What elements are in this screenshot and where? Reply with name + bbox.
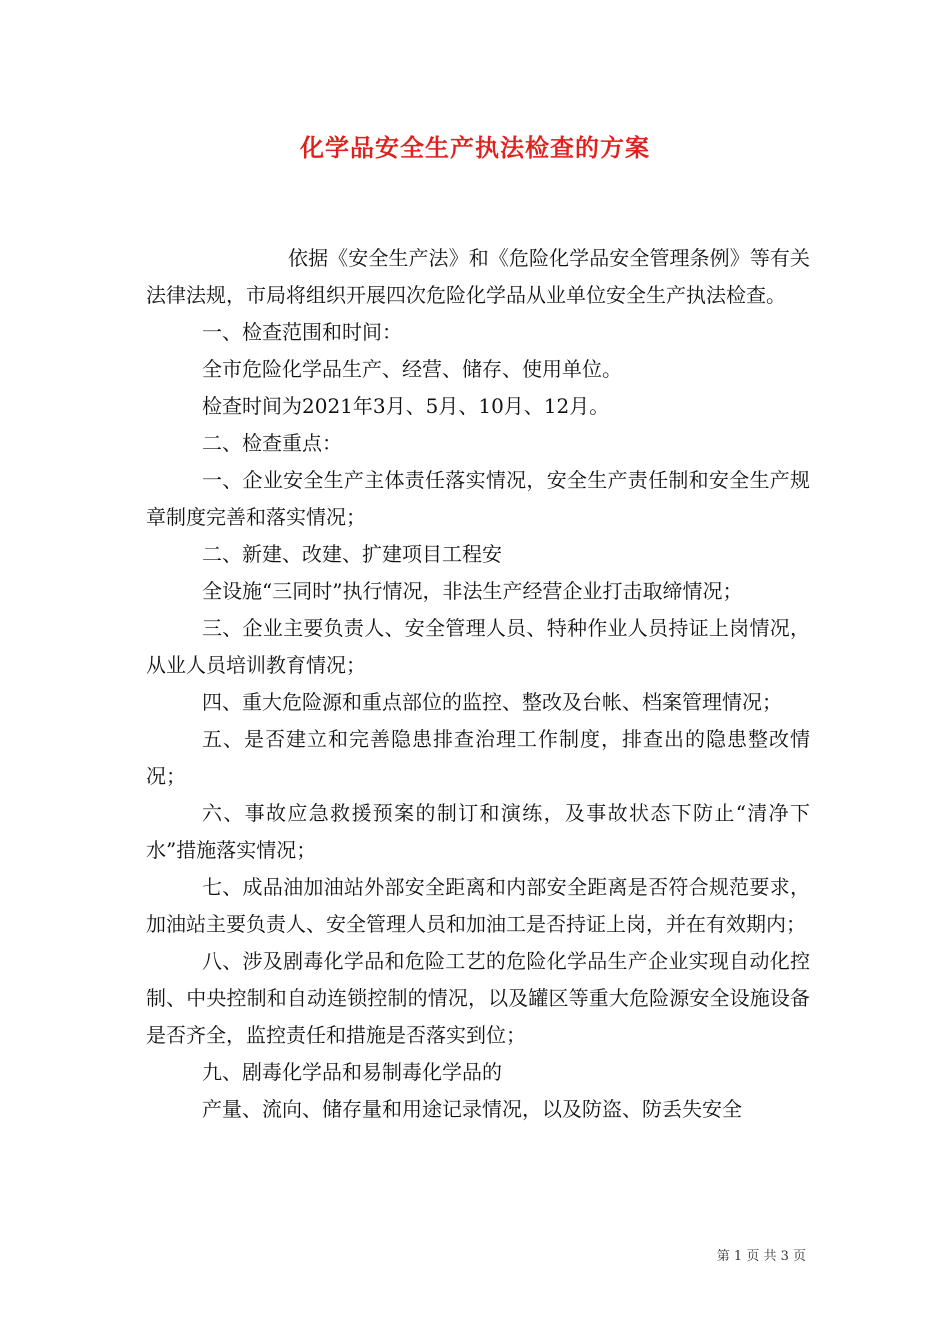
- document-body: [146, 240, 810, 1128]
- paragraph-scope: 全市危险化学品生产、经营、储存、使用单位。: [202, 357, 622, 381]
- page-number-footer: 第 1 页 共 3 页: [716, 1249, 806, 1264]
- focus-item-7: 七、成品油加油站外部安全距离和内部安全距离是否符合规范要求，加油站主要负责人、安全管理人员和加油工是否持证上岗，并在有效期内；: [146, 875, 810, 936]
- focus-item-8: 八、涉及剧毒化学品和危险工艺的危险化学品生产企业实现自动化控制、中央控制和自动连锁控制的情况，以及罐区等重大危险源安全设施设备是否齐全，监控责任和措施是否落实到位；: [146, 949, 810, 1047]
- focus-item-6: 六、事故应急救援预案的制订和演练，及事故状态下防止“清净下水”措施落实情况；: [146, 801, 810, 862]
- paragraph-time: 检查时间为2021年3月、5月、10月、12月。: [202, 394, 610, 418]
- focus-item-9-continued: 产量、流向、储存量和用途记录情况，以及防盗、防丢失安全: [202, 1097, 742, 1121]
- focus-item-1: 一、企业安全生产主体责任落实情况，安全生产责任制和安全生产规章制度完善和落实情况；: [146, 468, 810, 529]
- section-heading-focus: 二、检查重点：: [202, 431, 342, 455]
- section-heading-scope: 一、检查范围和时间：: [202, 320, 402, 344]
- intro-paragraph: 依据《安全生产法》和《危险化学品安全管理条例》等有关法律法规，市局将组织开展四次危险化学品从业单位安全生产执法检查。: [146, 246, 810, 307]
- focus-item-3: 三、企业主要负责人、安全管理人员、特种作业人员持证上岗情况，从业人员培训教育情况；: [146, 616, 810, 677]
- focus-item-5: 五、是否建立和完善隐患排查治理工作制度，排查出的隐患整改情况；: [146, 727, 810, 788]
- document-title: 化学品安全生产执法检查的方案: [300, 133, 650, 162]
- focus-item-2: 二、新建、改建、扩建项目工程安: [202, 542, 502, 566]
- focus-item-9: 九、剧毒化学品和易制毒化学品的: [202, 1060, 502, 1084]
- focus-item-4: 四、重大危险源和重点部位的监控、整改及台帐、档案管理情况；: [202, 690, 782, 714]
- focus-item-2-continued: 全设施“三同时”执行情况，非法生产经营企业打击取缔情况；: [202, 579, 743, 603]
